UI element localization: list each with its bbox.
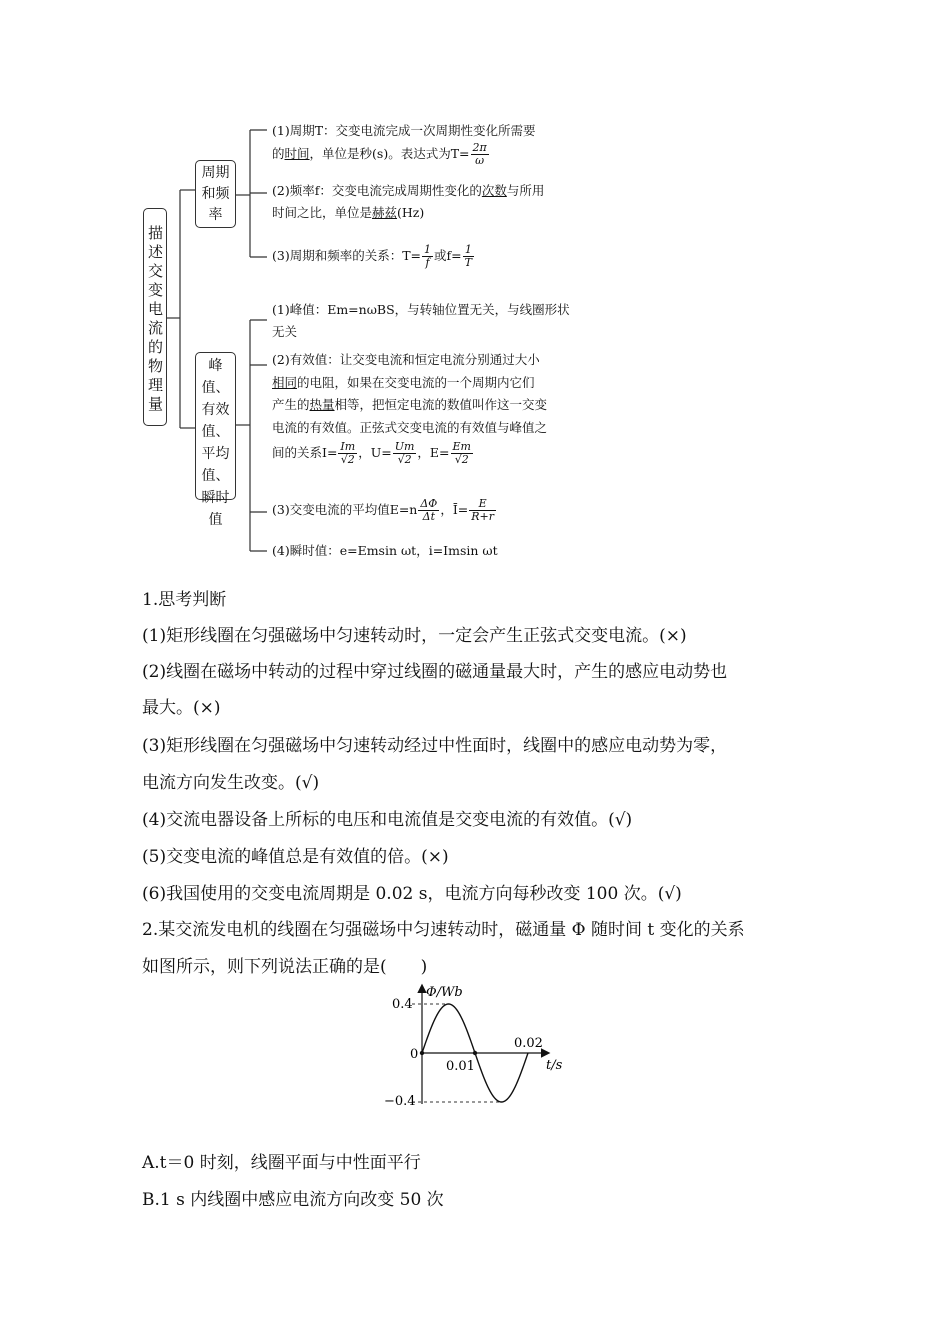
period-formula-fraction: $\frac{2\pi}{\omega}$ [472,141,487,167]
y-axis-label: Φ/Wb [426,985,463,1000]
x-tick-1: 0.01 [446,1059,475,1074]
x-axis-label: t/s [546,1058,563,1073]
y-tick-zero: 0 [410,1047,419,1062]
judge-item-5: (5)交变电流的峰值总是有效值的倍。(×) [142,847,449,867]
judge-item-2-cont: 最大。(×) [142,698,221,718]
branch-period-frequency: 周期和频率 [195,160,236,228]
relation-text: (3)周期和频率的关系：T= $\frac{1}{f}$ 或f= $\frac{1}{T}$ [272,243,472,269]
flux-graph [370,980,590,1115]
judge-item-6: (6)我国使用的交变电流周期是 0.02 s，电流方向每秒改变 100 次。(√) [142,884,682,904]
peak-text: (1)峰值：Em=nωBS，与转轴位置无关，与线圈形状 无关 [272,302,570,339]
judge-item-3-cont: 电流方向发生改变。(√) [142,773,320,793]
frequency-text: (2)频率f：交变电流完成周期性变化的次数与所用 时间之比，单位是赫兹(Hz) [272,183,545,220]
y-tick-neg: −0.4 [384,1094,416,1109]
option-b: B.1 s 内线圈中感应电流方向改变 50 次 [142,1190,444,1210]
option-a: A.t＝0 时刻，线圈平面与中性面平行 [142,1153,421,1173]
half-period-point [473,1051,477,1055]
x-tick-2: 0.02 [514,1036,543,1051]
judge-item-2: (2)线圈在磁场中转动的过程中穿过线圈的磁通量最大时，产生的感应电动势也 [142,662,728,682]
section1-title: 1.思考判断 [142,590,227,610]
mindmap-root: 描述交变电流的物理量 [143,208,167,426]
effective-text: (2)有效值：让交变电流和恒定电流分别通过大小 相同的电阻，如果在交变电流的一个周期内它们 产生的热量相等，把恒定电流的数值叫作这一交变 电流的有效值。正弦式交变电流的有效值与峰值之 间的关系I= $\frac{Im}{√2}$ ，U= $\frac{Um}{√2}$ ，E= $\frac{Em}{√2}$ [272,352,548,466]
branch-values: 峰值、有效值、平均值、瞬时值 [195,352,236,500]
instant-text: (4)瞬时值：e=Emsin ωt，i=Imsin ωt [272,543,498,558]
question2-stem: 2.某交流发电机的线圈在匀强磁场中匀速转动时，磁通量 Φ 随时间 t 变化的关系 [142,920,745,940]
question2-stem-cont: 如图所示，则下列说法正确的是( ) [142,957,428,977]
average-text: (3)交变电流的平均值E=n $\frac{\Delta\Phi}{\Delta t}$ ，Ī= $\frac{E}{R+r}$ [272,497,495,523]
judge-item-3: (3)矩形线圈在匀强磁场中匀速转动经过中性面时，线圈中的感应电动势为零， [142,736,728,756]
y-tick-pos: 0.4 [392,997,413,1012]
origin-point [420,1051,424,1055]
period-text: (1)周期T：交变电流完成一次周期性变化所需要 的时间，单位是秒(s)。表达式为T= $\frac{2\pi}{\omega}$ [272,123,536,167]
judge-item-4: (4)交流电器设备上所标的电压和电流值是交变电流的有效值。(√) [142,810,633,830]
judge-item-1: (1)矩形线圈在匀强磁场中匀速转动时，一定会产生正弦式交变电流。(×) [142,626,687,646]
